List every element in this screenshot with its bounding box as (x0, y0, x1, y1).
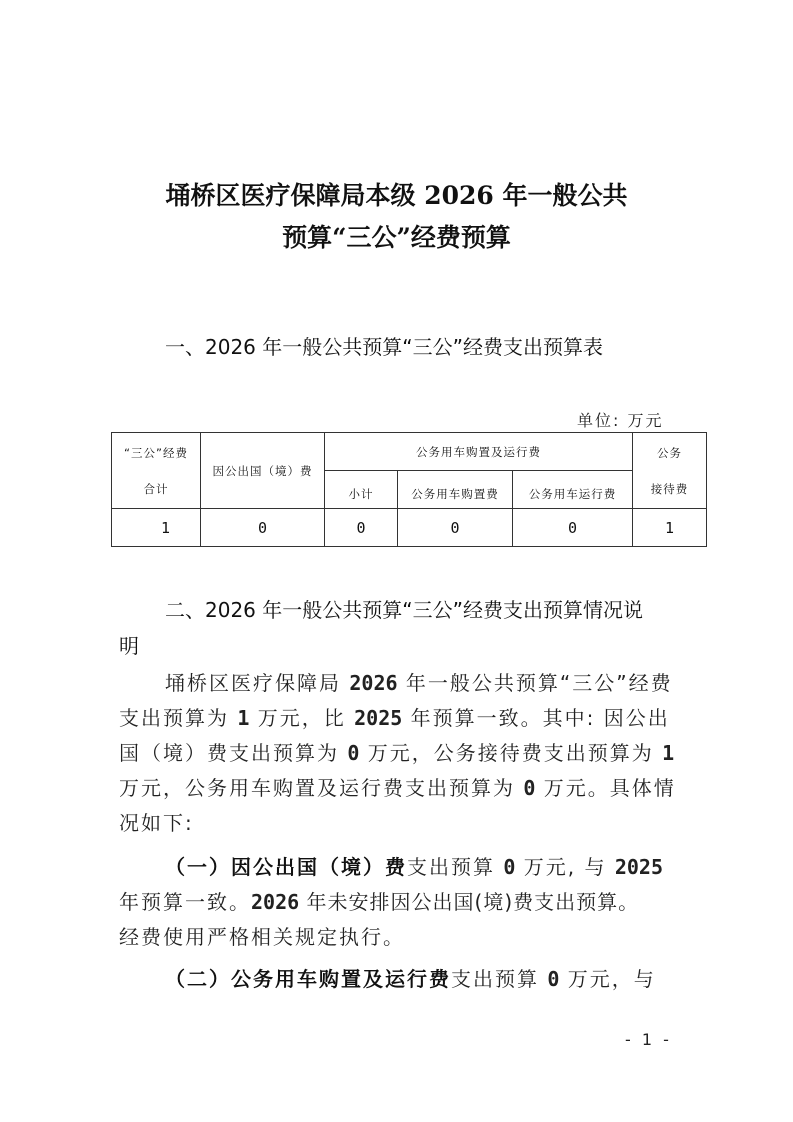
header-total-top: “三公”经费 (124, 445, 188, 460)
item1-line: 经费使用严格相关规定执行。 (119, 925, 405, 949)
number: 2026 (349, 671, 398, 695)
document-title-line1: 埇桥区医疗保障局本级 2026 年一般公共 (165, 181, 628, 210)
cell-vehicle-subtotal: 0 (325, 509, 398, 547)
paragraph-line (119, 702, 679, 731)
cell-vehicle-purchase: 0 (398, 509, 513, 547)
text: 万元。具体情 (535, 776, 676, 800)
number: 0 (523, 776, 536, 800)
number: 1 (237, 706, 250, 730)
header-vehicle-subtotal: 小计 (325, 471, 398, 509)
text: 支出预算 (407, 855, 504, 879)
item1-line (165, 851, 725, 880)
text: 万元，与 (559, 967, 656, 991)
text: 支出预算 (451, 967, 548, 991)
header-abroad: 因公出国（境）费 (201, 433, 325, 509)
table-row (112, 509, 707, 547)
number: 2025 (614, 855, 664, 879)
header-total-bottom: 合计 (143, 481, 169, 496)
document-title-line2: 预算“三公”经费预算 (282, 223, 511, 252)
header-reception-bottom: 接待费 (650, 481, 689, 496)
item2-label: （二）公务用车购置及运行费 (165, 967, 451, 991)
cell-abroad: 0 (201, 509, 325, 547)
header-vehicle-purchase: 公务用车购置费 (398, 471, 513, 509)
item1-label: （一）因公出国（境）费 (165, 855, 407, 879)
header-reception-top: 公务 (657, 445, 682, 460)
section2-heading-line1: 二、2026 年一般公共预算“三公”经费支出预算情况说 (165, 598, 643, 622)
section1-heading: 一、2026 年一般公共预算“三公”经费支出预算表 (165, 335, 603, 359)
header-vehicle-operation: 公务用车运行费 (513, 471, 633, 509)
header-vehicle-group: 公务用车购置及运行费 (325, 433, 633, 471)
number: 1 (662, 741, 675, 765)
number: 0 (503, 855, 516, 879)
text: 万元, 与 (515, 855, 615, 879)
text: 国（境）费支出预算为 (119, 741, 348, 765)
paragraph-line (119, 737, 679, 766)
paragraph-line (119, 772, 679, 801)
text: 年未安排因公出国(境)费支出预算。 (299, 890, 640, 914)
header-reception (633, 433, 707, 509)
section2-heading-line2: 明 (119, 634, 139, 658)
header-total (112, 433, 201, 509)
paragraph-line (165, 667, 725, 696)
cell-reception: 1 (633, 509, 707, 547)
text: 年预算一致。 (119, 890, 251, 914)
text: 年一般公共预算“三公”经费 (397, 671, 673, 695)
paragraph-line: 况如下: (119, 811, 194, 835)
number: 0 (547, 967, 560, 991)
item2-line (165, 963, 725, 992)
cell-total: 1 (112, 509, 201, 547)
number: 0 (347, 741, 360, 765)
item1-line (119, 886, 679, 915)
text: 万元，公务接待费支出预算为 (359, 741, 663, 765)
cell-vehicle-operation: 0 (513, 509, 633, 547)
number: 2026 (251, 890, 300, 914)
number: 2025 (354, 706, 403, 730)
text: 万元，公务用车购置及运行费支出预算为 (119, 776, 524, 800)
text: 万元，比 (249, 706, 355, 730)
text: 埇桥区医疗保障局 (165, 671, 350, 695)
text: 年预算一致。其中: 因公出 (402, 706, 670, 730)
page-number: - 1 - (625, 1030, 672, 1049)
text: 支出预算为 (119, 706, 238, 730)
budget-table (111, 432, 707, 547)
unit-label: 单位: 万元 (577, 411, 664, 430)
